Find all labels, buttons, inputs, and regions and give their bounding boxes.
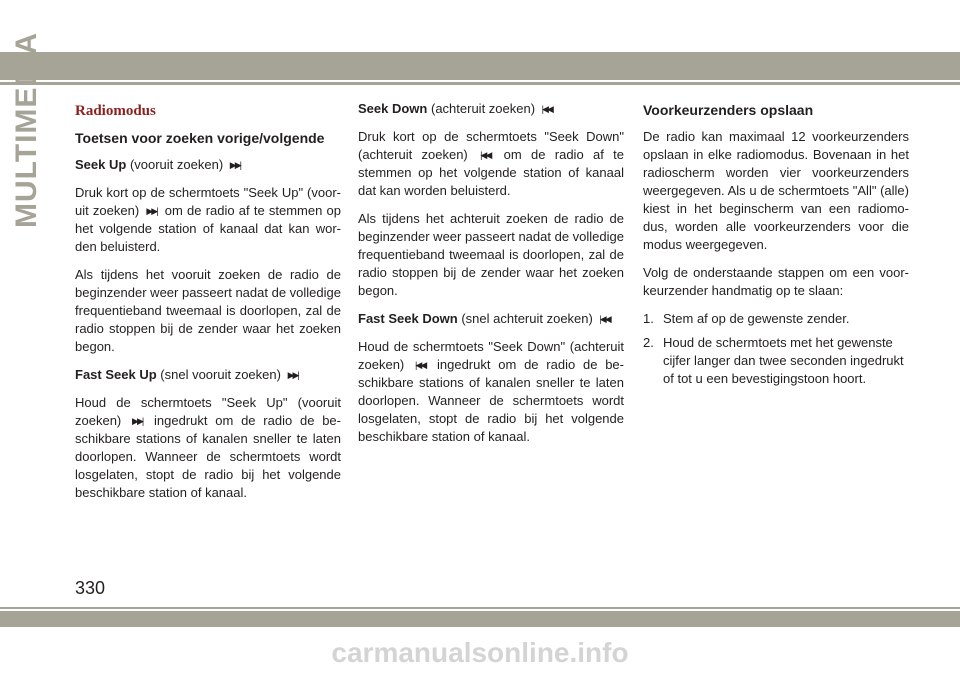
seek-down-wrap-paragraph: Als tijdens het achteruit zoeken de radio de beginzender weer passeert nadat de volledige frequentieband tweemaal is doorlopen, zal de radio stoppen bij de zender waar het zoeken begon. [358, 211, 624, 298]
seek-forward-icon: ▶▶| [146, 206, 157, 216]
presets-steps-list [643, 310, 909, 388]
column-3 [643, 100, 909, 394]
fast-seek-down-term-line [358, 310, 624, 328]
seek-back-icon: |◀◀ [415, 360, 426, 370]
seek-up-desc: (vooruit zoeken) [129, 157, 224, 172]
top-band-rule [0, 82, 960, 85]
text-run: Houd de schermtoets "Seek Down" (achteruit zoeken) [358, 339, 624, 372]
fast-seek-down-term: Fast Seek Down [358, 311, 458, 326]
column-2 [358, 100, 624, 456]
text-run: ingedrukt om de radio de be- schikbare stations of kanalen sneller te laten doorlopen. Wanneer de schermtoets wordt losgelaten, stopt de radio bij het volgende beschikbare station of kanaal. [75, 413, 341, 500]
text-run: ingedrukt om de radio de be- schikbare stations of kanalen sneller te laten doorlopen. Wanneer de schermtoets wordt losgelaten, stopt de radio bij het volgende beschikbare station of kanaal. [358, 357, 624, 444]
seek-up-paragraph [75, 184, 341, 256]
column-1 [75, 100, 341, 512]
top-band [0, 52, 960, 80]
seek-back-icon: |◀◀ [480, 150, 491, 160]
list-item [643, 334, 909, 388]
section-heading: Radiomodus [75, 103, 156, 119]
seek-down-term: Seek Down [358, 101, 428, 116]
step-text: Houd de schermtoets met het gewenste cijfer langer dan twee seconden ingedrukt of tot u een bevestigingstoon hoort. [663, 335, 904, 386]
bottom-band [0, 611, 960, 627]
fast-seek-up-desc: (snel vooruit zoeken) [160, 367, 281, 382]
seek-back-icon: |◀◀ [599, 314, 610, 324]
text-run: Houd de schermtoets "Seek Up" (vooruit zoeken) [75, 395, 341, 428]
fast-seek-up-term: Fast Seek Up [75, 367, 157, 382]
seek-down-paragraph [358, 128, 624, 200]
presets-intro-paragraph: De radio kan maximaal 12 voorkeurzenders opslaan in elke radiomodus. Bovenaan in het radioscherm worden vier voorkeurzenders weergegeven. Als u de schermtoets "All" (alle) kiest in het beginscherm van een radiomo- dus, worden alle voorkeurzenders voor die modus weergegeven. [643, 129, 909, 252]
step-number: 1. [643, 311, 654, 326]
section-tab: MULTIMEDIA [10, 31, 43, 228]
text-run: Druk kort op de schermtoets "Seek Down" (achteruit zoeken) [358, 129, 624, 162]
seek-down-desc: (achteruit zoeken) [430, 101, 536, 116]
step-number: 2. [643, 335, 654, 350]
subsection-heading: Toetsen voor zoeken vorige/volgende [75, 130, 325, 146]
seek-forward-icon: ▶▶| [229, 160, 240, 170]
bottom-band-rule [0, 607, 960, 609]
seek-back-icon: |◀◀ [541, 104, 552, 114]
seek-forward-icon: ▶▶| [287, 370, 298, 380]
text-run: om de radio af te stemmen op het volgende station of kanaal dat kan wor- den beluisterd. [75, 203, 341, 254]
seek-down-term-line [358, 100, 624, 118]
fast-seek-down-desc: (snel achteruit zoeken) [461, 311, 593, 326]
watermark: carmanualsonline.info [331, 637, 629, 668]
seek-up-term-line [75, 156, 341, 174]
presets-heading: Voorkeurzenders opslaan [643, 102, 814, 118]
page-number: 330 [75, 578, 106, 598]
text-run: Druk kort op de schermtoets "Seek Up" (voor- uit zoeken) [75, 185, 341, 218]
step-text: Stem af op de gewenste zender. [663, 311, 850, 326]
fast-seek-up-term-line [75, 366, 341, 384]
text-run: om de radio af te stemmen op het volgende station of kanaal dat kan worden beluisterd. [358, 147, 624, 198]
seek-forward-icon: ▶▶| [132, 416, 143, 426]
presets-steps-intro: Volg de onderstaande stappen om een voor- keurzender handmatig op te slaan: [643, 265, 909, 298]
fast-seek-up-paragraph [75, 394, 341, 502]
list-item [643, 310, 909, 328]
seek-up-wrap-paragraph: Als tijdens het vooruit zoeken de radio de beginzender weer passeert nadat de volledige frequentieband tweemaal is doorlopen, zal de radio stoppen bij de zender waar het zoeken begon. [75, 267, 341, 354]
fast-seek-down-paragraph [358, 338, 624, 446]
seek-up-term: Seek Up [75, 157, 127, 172]
